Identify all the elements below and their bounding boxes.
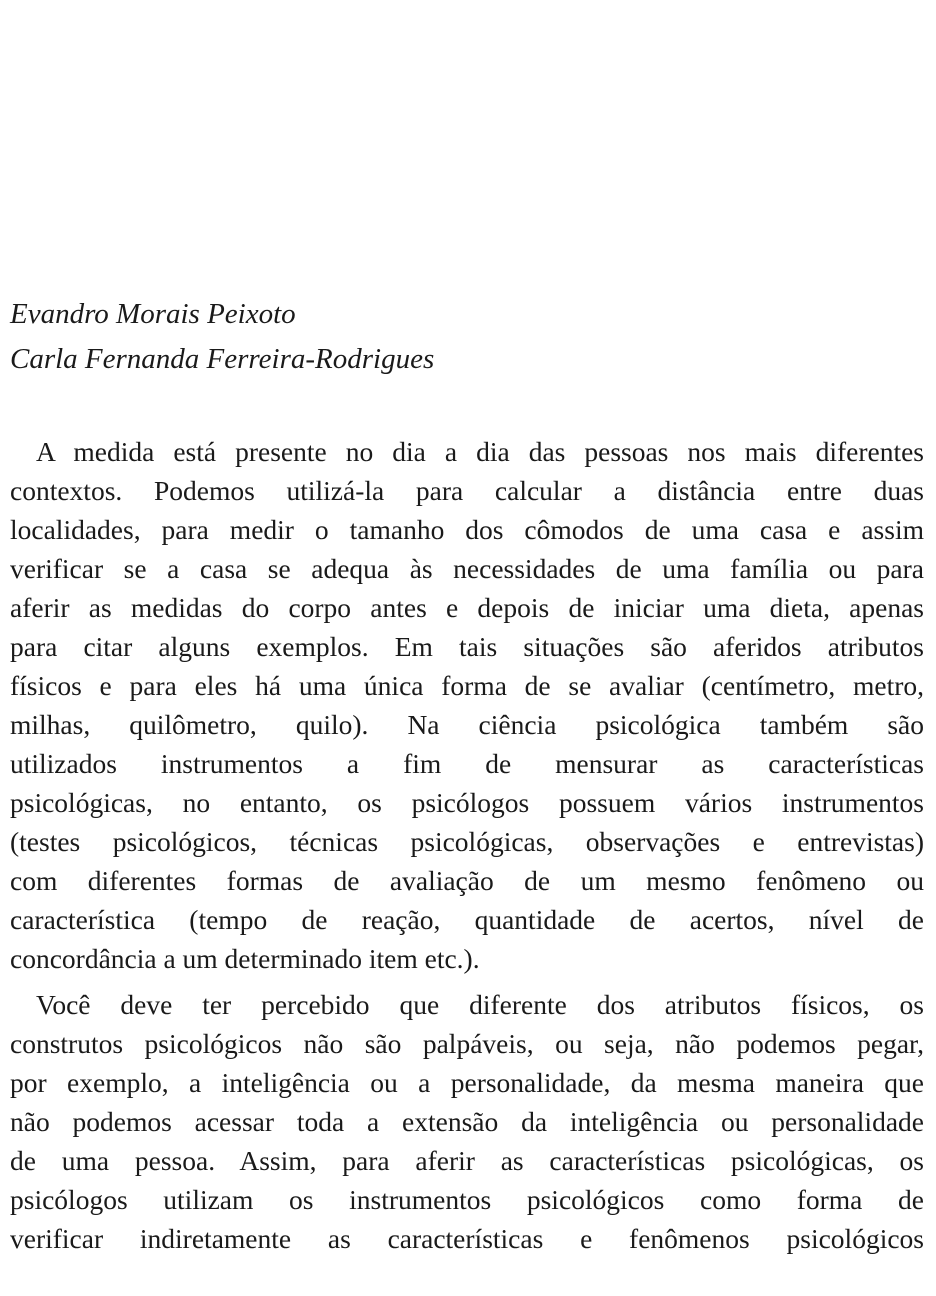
text-line: verificar se a casa se adequa às necessidades de uma família ou para [10,553,924,584]
text-line: característica (tempo de reação, quantidade de acertos, nível de [10,904,924,935]
author-name: Evandro Morais Peixoto [10,298,296,330]
paragraph-2 [10,985,924,1258]
text-line: contextos. Podemos utilizá-la para calcular a distância entre duas [10,475,924,506]
text-line: milhas, quilômetro, quilo). Na ciência psicológica também são [10,709,924,740]
text-line: Você deve ter percebido que diferente dos atributos físicos, os [36,989,924,1020]
text-line: aferir as medidas do corpo antes e depois de iniciar uma dieta, apenas [10,592,924,623]
text-line: com diferentes formas de avaliação de um mesmo fenômeno ou [10,865,924,896]
text-line: concordância a um determinado item etc.). [10,943,480,974]
text-line: não podemos acessar toda a extensão da inteligência ou personalidade [10,1106,924,1137]
paragraph-1 [10,432,924,978]
text-line: por exemplo, a inteligência ou a personalidade, da mesma maneira que [10,1067,924,1098]
text-line: físicos e para eles há uma única forma de se avaliar (centímetro, metro, [10,670,924,701]
text-line: localidades, para medir o tamanho dos cômodos de uma casa e assim [10,514,924,545]
text-line: psicológicas, no entanto, os psicólogos possuem vários instrumentos [10,787,924,818]
text-line: (testes psicológicos, técnicas psicológicas, observações e entrevistas) [10,826,924,857]
text-line: para citar alguns exemplos. Em tais situações são aferidos atributos [10,631,924,662]
text-line: A medida está presente no dia a dia das pessoas nos mais diferentes [36,436,924,467]
text-line: construtos psicológicos não são palpáveis, ou seja, não podemos pegar, [10,1028,924,1059]
body-text [10,432,924,1265]
text-line: psicólogos utilizam os instrumentos psicológicos como forma de [10,1184,924,1215]
text-line: utilizados instrumentos a fim de mensurar as características [10,748,924,779]
author-list [10,292,926,382]
text-line: de uma pessoa. Assim, para aferir as características psicológicas, os [10,1145,924,1176]
text-line: verificar indiretamente as características e fenômenos psicológicos [10,1223,924,1254]
author-name: Carla Fernanda Ferreira-Rodrigues [10,343,435,375]
